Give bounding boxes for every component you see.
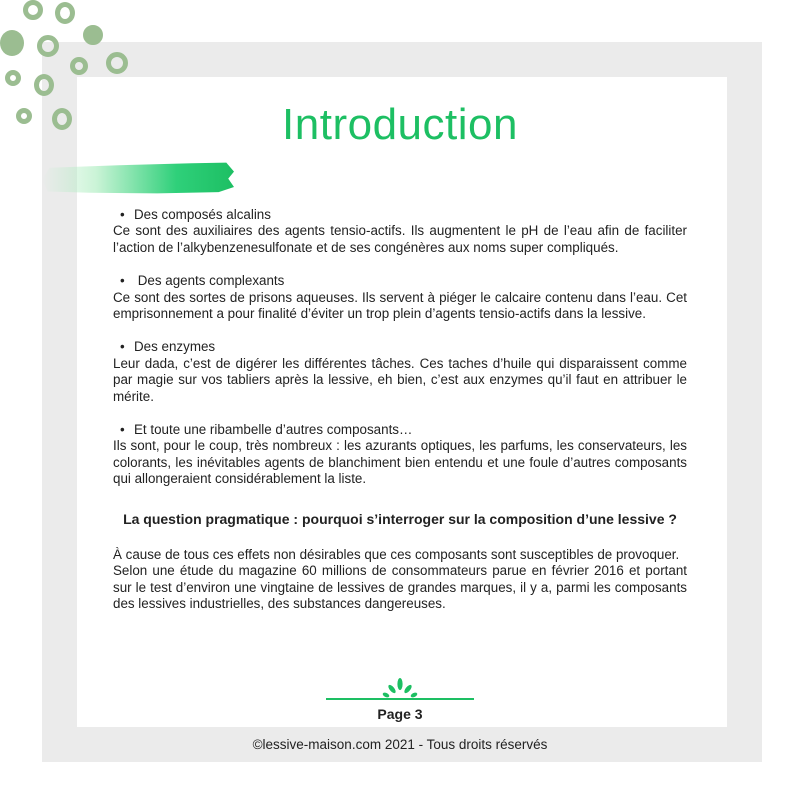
dot — [37, 35, 59, 57]
dot — [83, 25, 103, 45]
dot — [106, 52, 128, 74]
section — [113, 207, 687, 256]
dot — [5, 70, 21, 86]
dot — [55, 2, 75, 24]
page-title: Introduction — [282, 100, 518, 149]
main-content — [113, 207, 687, 612]
bullet-icon: • — [120, 339, 125, 355]
section — [113, 273, 687, 322]
section-heading: Et toute une ribambelle d’autres composants… — [134, 422, 413, 438]
bullet-icon: • — [120, 207, 125, 222]
section-text: Ce sont des sortes de prisons aqueuses. Ils servent à piéger le calcaire contenu dans l’eau. Cet emprisonnement a pour finalité d’éviter un trop plein d’agents tensio-actifs dans la lessive. — [113, 289, 687, 322]
copyright-text: ©lessive-maison.com 2021 - Tous droits réservés — [252, 737, 548, 752]
footer-ornament — [326, 678, 474, 702]
page-number: Page 3 — [377, 706, 423, 722]
dot — [23, 0, 43, 20]
dot — [34, 74, 54, 96]
dot — [0, 30, 24, 56]
section-heading: Des agents complexants — [134, 273, 285, 289]
section-text: Ce sont des auxiliaires des agents tensio-actifs. Ils augmentent le pH de l’eau afin de faciliter l’action de l’alkybenzenesulfonate et de ses congénères aux noms super compliqués. — [113, 223, 687, 255]
section-text: Leur dada, c’est de digérer les différentes tâches. Ces taches d’huile qui disparaissent comme par magie sur vos tabliers après la lessive, eh bien, c’est aux enzymes qu’il faut en attribuer le mérite. — [113, 355, 687, 404]
section — [113, 339, 687, 405]
section-text: Ils sont, pour le coup, très nombreux : les azurants optiques, les parfums, les conservateurs, les colorants, les inévitables agents de blanchiment bien entendu et une foule d’autres composants qui allongeraient considérablement la liste. — [113, 438, 687, 487]
closing-paragraph-1: À cause de tous ces effets non désirables que ces composants sont susceptibles de provoquer. — [113, 546, 680, 562]
sprout-icon — [326, 678, 474, 702]
bullet-icon: • — [120, 422, 125, 438]
dot — [70, 57, 88, 75]
question-heading: La question pragmatique : pourquoi s’interroger sur la composition d’une lessive ? — [123, 510, 677, 527]
bullet-icon: • — [120, 273, 125, 289]
section — [113, 422, 687, 488]
section-heading: Des composés alcalins — [134, 207, 271, 222]
closing-paragraph-2: Selon une étude du magazine 60 millions de consommateurs parue en février 2016 et portant sur le test d’environ une vingtaine de lessives de grandes marques, il y a, parmi les composants des lessives industrielles, des substances dangereuses. — [113, 563, 687, 611]
section-heading: Des enzymes — [134, 339, 216, 355]
